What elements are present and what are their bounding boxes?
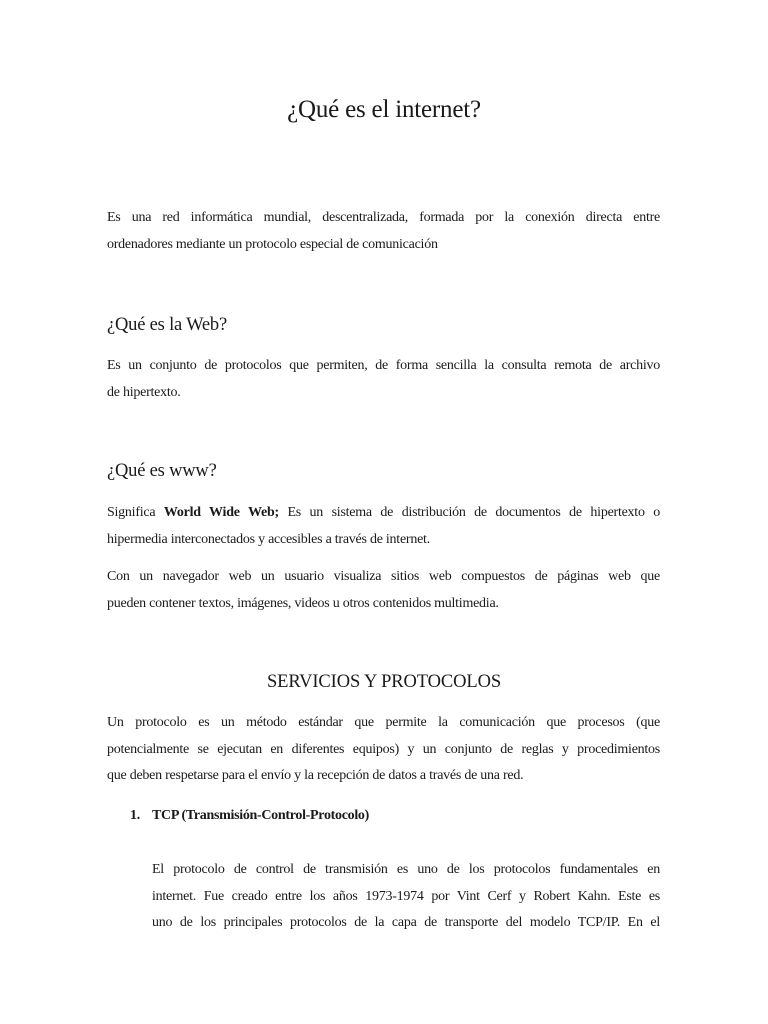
intro-line-2: ordenadores mediante un protocolo especial de comunicación [107, 236, 438, 252]
services-line-1: Un protocolo es un método estándar que permite la comunicación que procesos (que [107, 715, 660, 730]
www-p2-line-2: pueden contener textos, imágenes, videos u otros contenidos multimedia. [107, 595, 499, 611]
www-p2-line-1: Con un navegador web un usuario visualiza sitios web compuestos de páginas web que [107, 569, 660, 584]
tcp-list-item [130, 803, 369, 829]
tcp-paragraph [152, 857, 660, 937]
services-line-3: que deben respetarse para el envío y la recepción de datos a través de una red. [107, 768, 524, 783]
www-paragraph-2 [107, 564, 660, 617]
www-p1-rest: Es un sistema de distribución de documentos de hipertexto o [278, 505, 661, 520]
services-heading: SERVICIOS Y PROTOCOLOS [266, 672, 502, 692]
web-line-2: de hipertexto. [107, 384, 181, 400]
web-heading: ¿Qué es la Web? [107, 315, 227, 335]
services-line-2: potencialmente se ejecutan en diferentes equipos) y un conjunto de reglas y procedimientos [107, 741, 660, 757]
tcp-line-1: El protocolo de control de transmisión es uno de los protocolos fundamentales en [152, 862, 660, 877]
services-paragraph [107, 710, 660, 790]
www-p1-prefix: Significa [107, 505, 164, 520]
intro-paragraph [107, 205, 660, 258]
tcp-line-3: uno de los principales protocolos de la capa de transporte del modelo TCP/IP. En el [152, 915, 660, 930]
intro-line-1: Es una red informática mundial, descentralizada, formada por la conexión directa entre [107, 210, 660, 225]
www-paragraph-1 [107, 500, 660, 553]
www-p1-line-2: hipermedia interconectados y accesibles a través de internet. [107, 531, 430, 547]
document-title: ¿Qué es el internet? [287, 96, 481, 123]
www-p1-line-1 [107, 500, 660, 527]
www-p1-bold-term: World Wide Web; [163, 505, 279, 520]
web-paragraph [107, 353, 660, 406]
www-heading: ¿Qué es www? [107, 461, 217, 481]
tcp-heading: TCP (Transmisión-Control-Protocolo) [152, 808, 369, 823]
tcp-line-2: internet. Fue creado entre los años 1973-1974 por Vint Cerf y Robert Kahn. Este es [152, 888, 660, 904]
tcp-list-number: 1. [130, 808, 140, 823]
web-line-1: Es un conjunto de protocolos que permiten, de forma sencilla la consulta remota de archivo [107, 358, 660, 373]
